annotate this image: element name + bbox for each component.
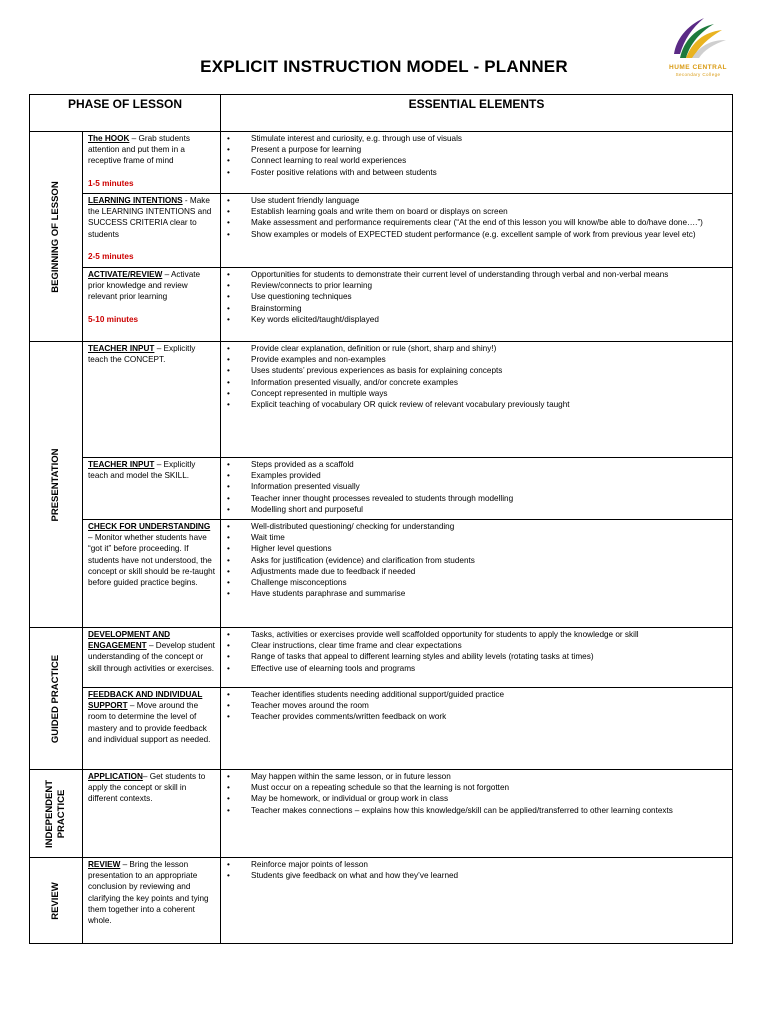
elements-cell bbox=[221, 194, 733, 268]
list-item: • Steps provided as a scaffold bbox=[251, 459, 728, 470]
phase-cell bbox=[30, 132, 83, 342]
phase-header: PHASE OF LESSON bbox=[30, 95, 221, 132]
step-description: – Develop student understanding of the concept or skill through activities or exercises. bbox=[88, 641, 215, 673]
step-title: REVIEW bbox=[88, 860, 121, 869]
step-title: ACTIVATE/REVIEW bbox=[88, 270, 163, 279]
list-item: • Range of tasks that appeal to different learning styles and ability levels (rotating tasks at times) bbox=[251, 651, 728, 662]
list-item: • Teacher provides comments/written feedback on work bbox=[251, 711, 728, 722]
step-cell bbox=[83, 268, 221, 342]
list-item: • Opportunities for students to demonstrate their current level of understanding through verbal and non-verbal means bbox=[251, 269, 728, 280]
list-item: • Examples provided bbox=[251, 470, 728, 481]
list-item: • Effective use of elearning tools and programs bbox=[251, 663, 728, 674]
step-description: – Explicitly teach and model the SKILL. bbox=[88, 460, 196, 481]
list-item: • Stimulate interest and curiosity, e.g. through use of visuals bbox=[251, 133, 728, 144]
step-cell bbox=[83, 688, 221, 770]
logo-name: HUME CENTRAL bbox=[669, 64, 727, 71]
list-item: • Asks for justification (evidence) and clarification from students bbox=[251, 555, 728, 566]
list-item: • Modelling short and purposeful bbox=[251, 504, 728, 515]
step-title: TEACHER INPUT bbox=[88, 460, 155, 469]
elements-list bbox=[223, 133, 728, 178]
elements-cell bbox=[221, 770, 733, 858]
step-cell bbox=[83, 520, 221, 628]
step-time: 2-5 minutes bbox=[88, 251, 134, 261]
list-item: • Challenge misconceptions bbox=[251, 577, 728, 588]
table-row bbox=[30, 628, 733, 688]
table-row bbox=[30, 520, 733, 628]
list-item: • Teacher makes connections – explains how this knowledge/skill can be applied/transferred to other learning contexts bbox=[251, 805, 728, 816]
step-description: - Make the LEARNING INTENTIONS and SUCCESS CRITERIA clear to students bbox=[88, 196, 212, 239]
step-description: – Move around the room to determine the level of mastery and to provide feedback and individual support as needed. bbox=[88, 701, 211, 744]
step-title: LEARNING INTENTIONS bbox=[88, 196, 183, 205]
list-item: • Information presented visually bbox=[251, 481, 728, 492]
elements-list bbox=[223, 459, 728, 515]
step-description: – Get students to apply the concept or skill in different contexts. bbox=[88, 772, 206, 804]
list-item: • Explicit teaching of vocabulary OR quick review of relevant vocabulary previously taught bbox=[251, 399, 728, 410]
step-description: – Explicitly teach the CONCEPT. bbox=[88, 344, 196, 365]
elements-cell bbox=[221, 132, 733, 194]
step-cell bbox=[83, 342, 221, 458]
list-item: • Provide examples and non-examples bbox=[251, 354, 728, 365]
table-row bbox=[30, 688, 733, 770]
table-row bbox=[30, 858, 733, 944]
table-row bbox=[30, 770, 733, 858]
step-title: DEVELOPMENT AND ENGAGEMENT bbox=[88, 630, 171, 651]
phase-cell bbox=[30, 858, 83, 944]
elements-cell bbox=[221, 268, 733, 342]
elements-cell bbox=[221, 858, 733, 944]
list-item: • Wait time bbox=[251, 532, 728, 543]
list-item: • May be homework, or individual or group work in class bbox=[251, 793, 728, 804]
step-time: 1-5 minutes bbox=[88, 178, 134, 188]
list-item: • Establish learning goals and write them on board or displays on screen bbox=[251, 206, 728, 217]
list-item: • Use student friendly language bbox=[251, 195, 728, 206]
page-title: EXPLICIT INSTRUCTION MODEL - PLANNER bbox=[200, 57, 568, 76]
list-item: • Clear instructions, clear time frame and clear expectations bbox=[251, 640, 728, 651]
elements-list bbox=[223, 195, 728, 240]
step-description: – Activate prior knowledge and review relevant prior learning bbox=[88, 270, 201, 302]
elements-list bbox=[223, 269, 728, 325]
phase-cell bbox=[30, 628, 83, 770]
list-item: • Foster positive relations with and between students bbox=[251, 167, 728, 178]
list-item: • Show examples or models of EXPECTED student performance (e.g. excellent sample of work from previous year level etc) bbox=[251, 229, 728, 240]
list-item: • Adjustments made due to feedback if needed bbox=[251, 566, 728, 577]
step-description: – Monitor whether students have “got it” before proceeding. If students have not understood, the concept or skill should be re-taught before guided practice begins. bbox=[88, 533, 215, 588]
phase-cell bbox=[30, 342, 83, 628]
table-row bbox=[30, 194, 733, 268]
list-item: • Tasks, activities or exercises provide well scaffolded opportunity for students to apply the knowledge or skill bbox=[251, 629, 728, 640]
step-description: – Bring the lesson presentation to an appropriate conclusion by reviewing and clarifying the key points and tying them together into a coherent whole. bbox=[88, 860, 209, 926]
elements-cell bbox=[221, 628, 733, 688]
step-title: APPLICATION bbox=[88, 772, 143, 781]
list-item: • Teacher identifies students needing additional support/guided practice bbox=[251, 689, 728, 700]
phase-cell bbox=[30, 770, 83, 858]
elements-list bbox=[223, 343, 728, 410]
phase-label: BEGINNING OF LESSON bbox=[50, 180, 61, 293]
step-cell bbox=[83, 628, 221, 688]
elements-cell bbox=[221, 520, 733, 628]
list-item: • Have students paraphrase and summarise bbox=[251, 588, 728, 599]
step-cell bbox=[83, 770, 221, 858]
phase-label: REVIEW bbox=[50, 881, 61, 920]
school-logo bbox=[666, 14, 762, 94]
elements-list bbox=[223, 859, 728, 881]
list-item: • Review/connects to prior learning bbox=[251, 280, 728, 291]
list-item: • Must occur on a repeating schedule so that the learning is not forgotten bbox=[251, 782, 728, 793]
list-item: • Use questioning techniques bbox=[251, 291, 728, 302]
planner-body bbox=[30, 132, 733, 944]
list-item: • Key words elicited/taught/displayed bbox=[251, 314, 728, 325]
elements-list bbox=[223, 521, 728, 599]
step-cell bbox=[83, 194, 221, 268]
step-title: CHECK FOR UNDERSTANDING bbox=[88, 522, 211, 531]
list-item: • Uses students’ previous experiences as basis for explaining concepts bbox=[251, 365, 728, 376]
elements-list bbox=[223, 629, 728, 674]
table-row bbox=[30, 342, 733, 458]
elements-cell bbox=[221, 342, 733, 458]
list-item: • Present a purpose for learning bbox=[251, 144, 728, 155]
logo-subtitle: Secondary College bbox=[675, 72, 721, 77]
table-row bbox=[30, 458, 733, 520]
planner-table bbox=[29, 94, 733, 944]
header-row bbox=[30, 95, 733, 132]
list-item: • Brainstorming bbox=[251, 303, 728, 314]
step-cell bbox=[83, 458, 221, 520]
phase-label: GUIDED PRACTICE bbox=[50, 654, 61, 743]
list-item: • Higher level questions bbox=[251, 543, 728, 554]
table-row bbox=[30, 132, 733, 194]
step-title: The HOOK bbox=[88, 134, 130, 143]
elements-list bbox=[223, 689, 728, 723]
list-item: • Make assessment and performance requirements clear (“At the end of this lesson you will know/be able to do/have done….”) bbox=[251, 217, 728, 228]
elements-cell bbox=[221, 458, 733, 520]
step-title: FEEDBACK AND INDIVIDUAL SUPPORT bbox=[88, 690, 203, 711]
elements-list bbox=[223, 771, 728, 816]
phase-label: PRESENTATION bbox=[50, 447, 61, 522]
list-item: • Teacher moves around the room bbox=[251, 700, 728, 711]
step-cell bbox=[83, 132, 221, 194]
step-title: TEACHER INPUT bbox=[88, 344, 155, 353]
step-time: 5-10 minutes bbox=[88, 314, 139, 324]
step-description: – Grab students attention and put them in a receptive frame of mind bbox=[88, 134, 190, 166]
elements-cell bbox=[221, 688, 733, 770]
list-item: • Provide clear explanation, definition or rule (short, sharp and shiny!) bbox=[251, 343, 728, 354]
list-item: • May happen within the same lesson, or in future lesson bbox=[251, 771, 728, 782]
step-cell bbox=[83, 858, 221, 944]
list-item: • Concept represented in multiple ways bbox=[251, 388, 728, 399]
list-item: • Students give feedback on what and how they’ve learned bbox=[251, 870, 728, 881]
list-item: • Connect learning to real world experiences bbox=[251, 155, 728, 166]
elements-header: ESSENTIAL ELEMENTS bbox=[221, 95, 733, 132]
list-item: • Information presented visually, and/or concrete examples bbox=[251, 377, 728, 388]
table-row bbox=[30, 268, 733, 342]
list-item: • Well-distributed questioning/ checking for understanding bbox=[251, 521, 728, 532]
list-item: • Reinforce major points of lesson bbox=[251, 859, 728, 870]
phase-label: INDEPENDENT PRACTICE bbox=[44, 779, 67, 848]
list-item: • Teacher inner thought processes revealed to students through modelling bbox=[251, 493, 728, 504]
